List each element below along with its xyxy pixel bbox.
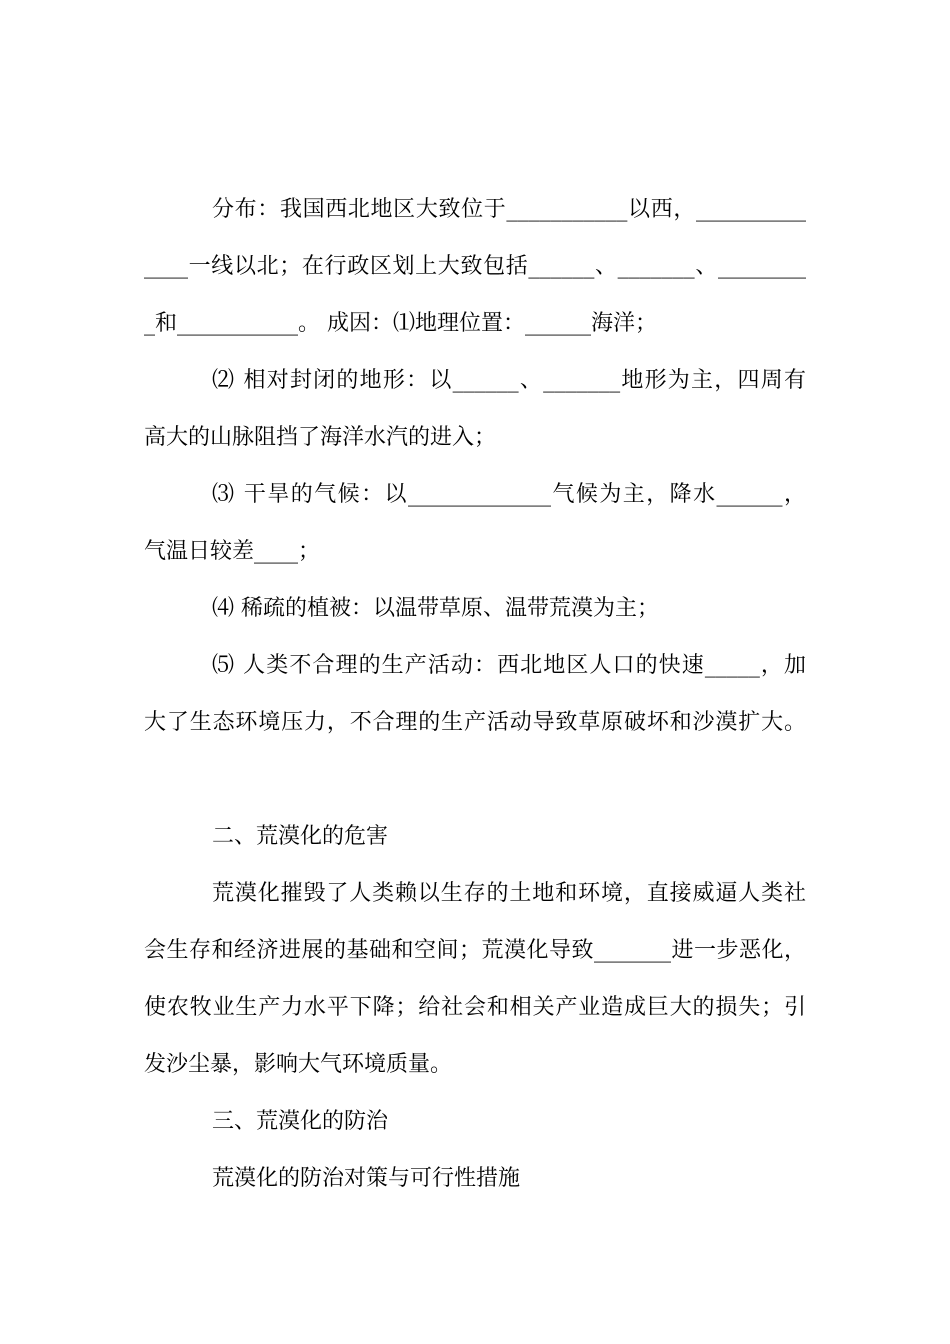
paragraph-line: 荒漠化摧毁了人类赖以生存的土地和环境，直接威逼人类社 [212,881,806,906]
paragraph-line: ⑸ 人类不合理的生产活动：西北地区人口的快速_____，加 [212,653,806,678]
paragraph-line: 气温日较差____； [144,539,321,564]
paragraph-line: 大了生态环境压力，不合理的生产活动导致草原破坏和沙漠扩大。 [144,710,806,735]
paragraph-line: 发沙尘暴，影响大气环境质量。 [144,1052,453,1077]
paragraph-line: 使农牧业生产力水平下降；给社会和相关产业造成巨大的损失；引 [144,995,806,1020]
paragraph-line: ____一线以北；在行政区划上大致包括______、_______、________ [144,254,806,279]
paragraph-line: 荒漠化的防治对策与可行性措施 [212,1166,521,1191]
section-heading: 二、荒漠化的危害 [212,824,389,849]
paragraph-line: 分布：我国西北地区大致位于___________以西，__________ [212,197,806,222]
paragraph-line: 会生存和经济进展的基础和空间；荒漠化导致_______进一步恶化， [144,938,806,963]
section-heading: 三、荒漠化的防治 [212,1109,389,1134]
paragraph-line: ⑵ 相对封闭的地形：以______、_______地形为主，四周有 [212,368,806,393]
paragraph-line: _和___________。 成因：⑴地理位置：______海洋； [144,311,657,336]
paragraph-line: 高大的山脉阻挡了海洋水汽的进入； [144,425,497,450]
paragraph-line: ⑶ 干旱的气候：以_____________气候为主，降水______， [212,482,806,507]
paragraph-line: ⑷ 稀疏的植被：以温带草原、温带荒漠为主； [212,596,659,621]
